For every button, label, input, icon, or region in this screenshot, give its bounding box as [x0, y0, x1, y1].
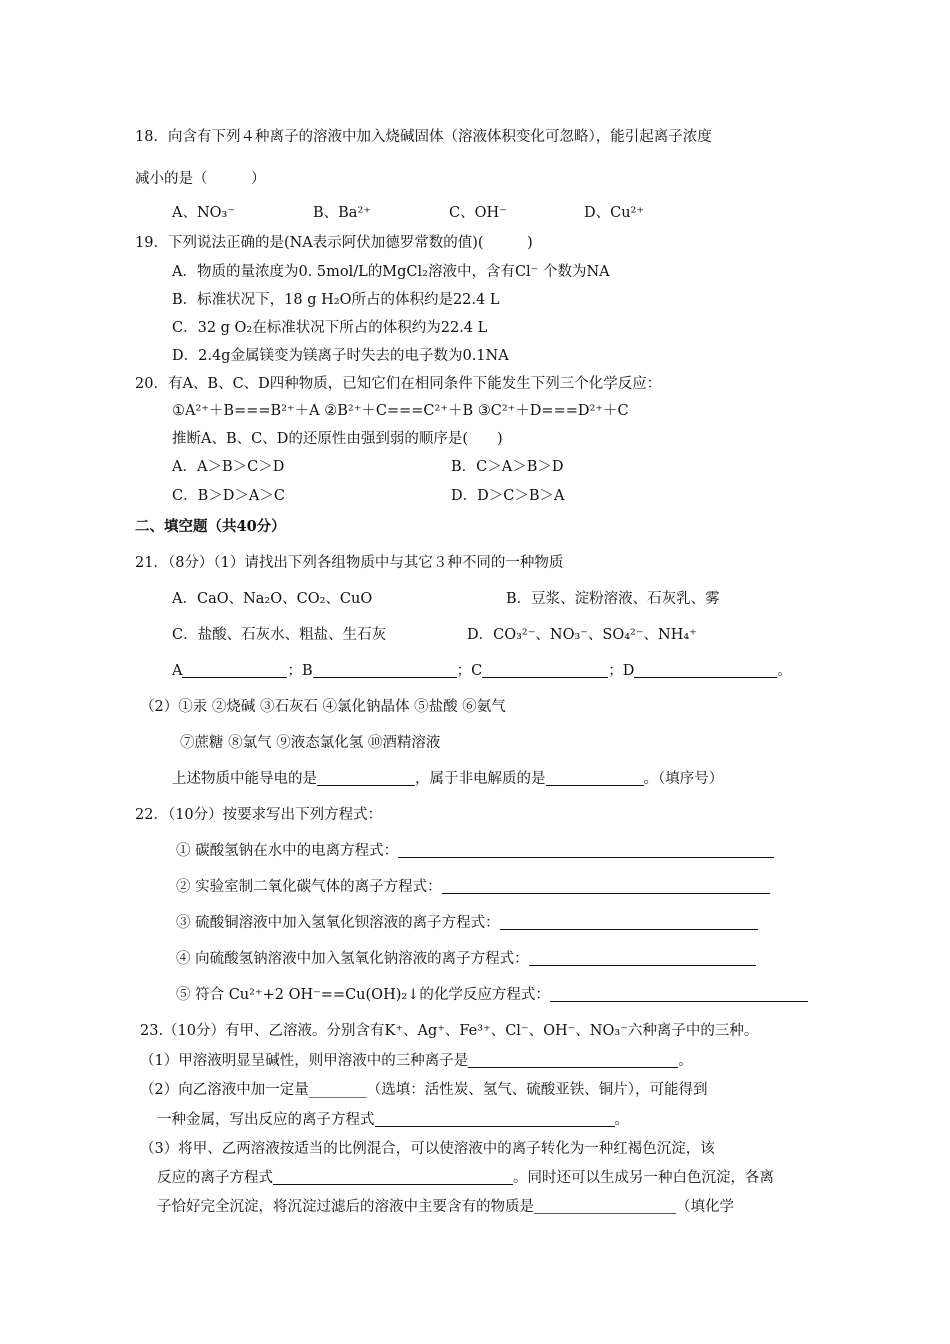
q21-answer-b-label: ；B	[287, 663, 313, 679]
q21-nonelectrolyte-label: ，属于非电解质的是	[415, 771, 546, 787]
q21-answer-c-label: ；C	[456, 663, 483, 679]
q22-item4-label: ④ 向硫酸氢钠溶液中加入氢氧化钠溶液的离子方程式：	[176, 951, 529, 967]
q23-part3-line3	[157, 1197, 734, 1217]
q22-item3	[176, 913, 758, 933]
q22-item4-blank[interactable]	[529, 951, 756, 966]
q22-item5-blank[interactable]	[550, 987, 808, 1002]
q20-reactions: ①A²⁺＋B===B²⁺＋A ②B²⁺＋C===C²⁺＋B ③C²⁺＋D===D²⁺＋C	[172, 403, 629, 419]
q20-option-a: A．A＞B＞C＞D	[172, 459, 285, 475]
q22-item2-blank[interactable]	[442, 879, 770, 894]
q23-part1-label: （1）甲溶液明显呈碱性，则甲溶液中的三种离子是	[140, 1053, 469, 1069]
q22-stem: 22．（10分）按要求写出下列方程式：	[135, 807, 383, 823]
q23-part3-question: 子恰好完全沉淀，将沉淀过滤后的溶液中主要含有的物质是	[157, 1199, 534, 1215]
q21-conductive-blank[interactable]	[317, 771, 415, 786]
q21-answer-end: 。	[777, 663, 792, 679]
q22-item5-label: ⑤ 符合 Cu²⁺+2 OH⁻==Cu(OH)₂↓的化学反应方程式：	[176, 987, 550, 1003]
q23-part2-blank[interactable]	[375, 1112, 615, 1127]
q18-option-d: D、Cu²⁺	[584, 205, 645, 221]
q22-item2-label: ② 实验室制二氧化碳气体的离子方程式：	[176, 879, 442, 895]
q23-part2-label: 一种金属，写出反应的离子方程式	[157, 1112, 375, 1128]
q23-part1-end: 。	[678, 1053, 693, 1069]
q23-part3-label: 反应的离子方程式	[157, 1170, 273, 1186]
q21-conductive-label: 上述物质中能导电的是	[172, 771, 317, 787]
q21-answer-line	[172, 661, 792, 681]
q21-fill-hint: 。（填序号）	[643, 771, 724, 787]
q22-item4	[176, 949, 756, 969]
q22-item1	[176, 841, 774, 861]
q20-option-d: D．D＞C＞B＞A	[451, 488, 565, 504]
q21-answer-a-blank[interactable]	[182, 663, 287, 678]
q23-part3-hint: （填化学	[676, 1199, 734, 1215]
q21-answer-c-blank[interactable]	[482, 663, 608, 678]
q19-option-c: C．32 g O₂在标准状况下所占的体积约为22.4 L	[172, 320, 488, 336]
q22-item1-blank[interactable]	[398, 843, 774, 858]
q21-option-b: B．豆浆、淀粉溶液、石灰乳、雾	[506, 591, 720, 607]
q21-answer-b-blank[interactable]	[313, 663, 457, 678]
q20-option-b: B．C＞A＞B＞D	[451, 459, 564, 475]
q21-part2-question	[172, 769, 723, 789]
q22-item5	[176, 985, 808, 1005]
q21-option-c: C．盐酸、石灰水、粗盐、生石灰	[172, 627, 387, 643]
q22-item2	[176, 877, 770, 897]
q18-stem-line2: 减小的是（ ）	[135, 171, 266, 187]
q21-answer-d-label: ；D	[608, 663, 635, 679]
q20-question: 推断A、B、C、D的还原性由强到弱的顺序是( )	[172, 431, 503, 447]
q21-answer-d-blank[interactable]	[634, 663, 777, 678]
q21-part2-line1: （2）①汞 ②烧碱 ③石灰石 ④氯化钠晶体 ⑤盐酸 ⑥氨气	[140, 699, 506, 715]
q19-option-b: B．标准状况下，18 g H₂O所占的体积约是22.4 L	[172, 292, 500, 308]
q20-stem: 20．有A、B、C、D四种物质，已知它们在相同条件下能发生下列三个化学反应：	[135, 376, 662, 392]
q23-part3-line2	[157, 1168, 774, 1188]
q23-part1-blank[interactable]	[468, 1053, 678, 1068]
q23-part3-line1: （3）将甲、乙两溶液按适当的比例混合，可以使溶液中的离子转化为一种红褐色沉淀，该	[140, 1141, 715, 1157]
q23-part3-cont: 。同时还可以生成另一种白色沉淀，各离	[513, 1170, 774, 1186]
q19-option-d: D．2.4g金属镁变为镁离子时失去的电子数为0.1NA	[172, 348, 509, 364]
q21-option-d: D．CO₃²⁻、NO₃⁻、SO₄²⁻、NH₄⁺	[467, 627, 697, 643]
q23-part2-end: 。	[614, 1112, 629, 1128]
q21-stem: 21．（8分）（1）请找出下列各组物质中与其它３种不同的一种物质	[135, 555, 564, 571]
q18-option-a: A、NO₃⁻	[172, 205, 236, 221]
q22-item1-label: ① 碳酸氢钠在水中的电离方程式：	[176, 843, 399, 859]
q23-part2-line2	[157, 1110, 629, 1130]
q21-option-a: A．CaO、Na₂O、CO₂、CuO	[172, 591, 373, 607]
q23-part3-blank[interactable]	[273, 1170, 513, 1185]
q21-answer-a-label: A	[172, 663, 183, 679]
q22-item3-label: ③ 硫酸铜溶液中加入氢氧化钡溶液的离子方程式：	[176, 915, 500, 931]
q21-part2-line2: ⑦蔗糖 ⑧氯气 ⑨液态氯化氢 ⑩酒精溶液	[180, 735, 441, 751]
q23-part2-line1: （2）向乙溶液中加一定量________（选填：活性炭、氢气、硫酸亚铁、铜片），可能得到	[140, 1082, 708, 1098]
q18-option-b: B、Ba²⁺	[313, 205, 371, 221]
q19-option-a: A．物质的量浓度为0. 5mol/L的MgCl₂溶液中，含有Cl⁻ 个数为NA	[172, 264, 610, 280]
q23-stem: 23.（10分）有甲、乙溶液。分别含有K⁺、Ag⁺、Fe³⁺、Cl⁻、OH⁻、NO₃⁻六种离子中的三种。	[140, 1023, 759, 1039]
q23-part1	[140, 1051, 693, 1071]
q20-option-c: C．B＞D＞A＞C	[172, 488, 285, 504]
q18-stem-line1: 18．向含有下列４种离子的溶液中加入烧碱固体（溶液体积变化可忽略），能引起离子浓度	[135, 129, 712, 145]
q23-part3-blank2[interactable]	[534, 1199, 676, 1214]
section-title: 二、填空题（共40分）	[135, 518, 286, 535]
q18-option-c: C、OH⁻	[449, 205, 507, 221]
q21-nonelectrolyte-blank[interactable]	[546, 771, 644, 786]
q19-stem: 19．下列说法正确的是(NA表示阿伏加德罗常数的值)( )	[135, 235, 533, 251]
q22-item3-blank[interactable]	[500, 915, 758, 930]
